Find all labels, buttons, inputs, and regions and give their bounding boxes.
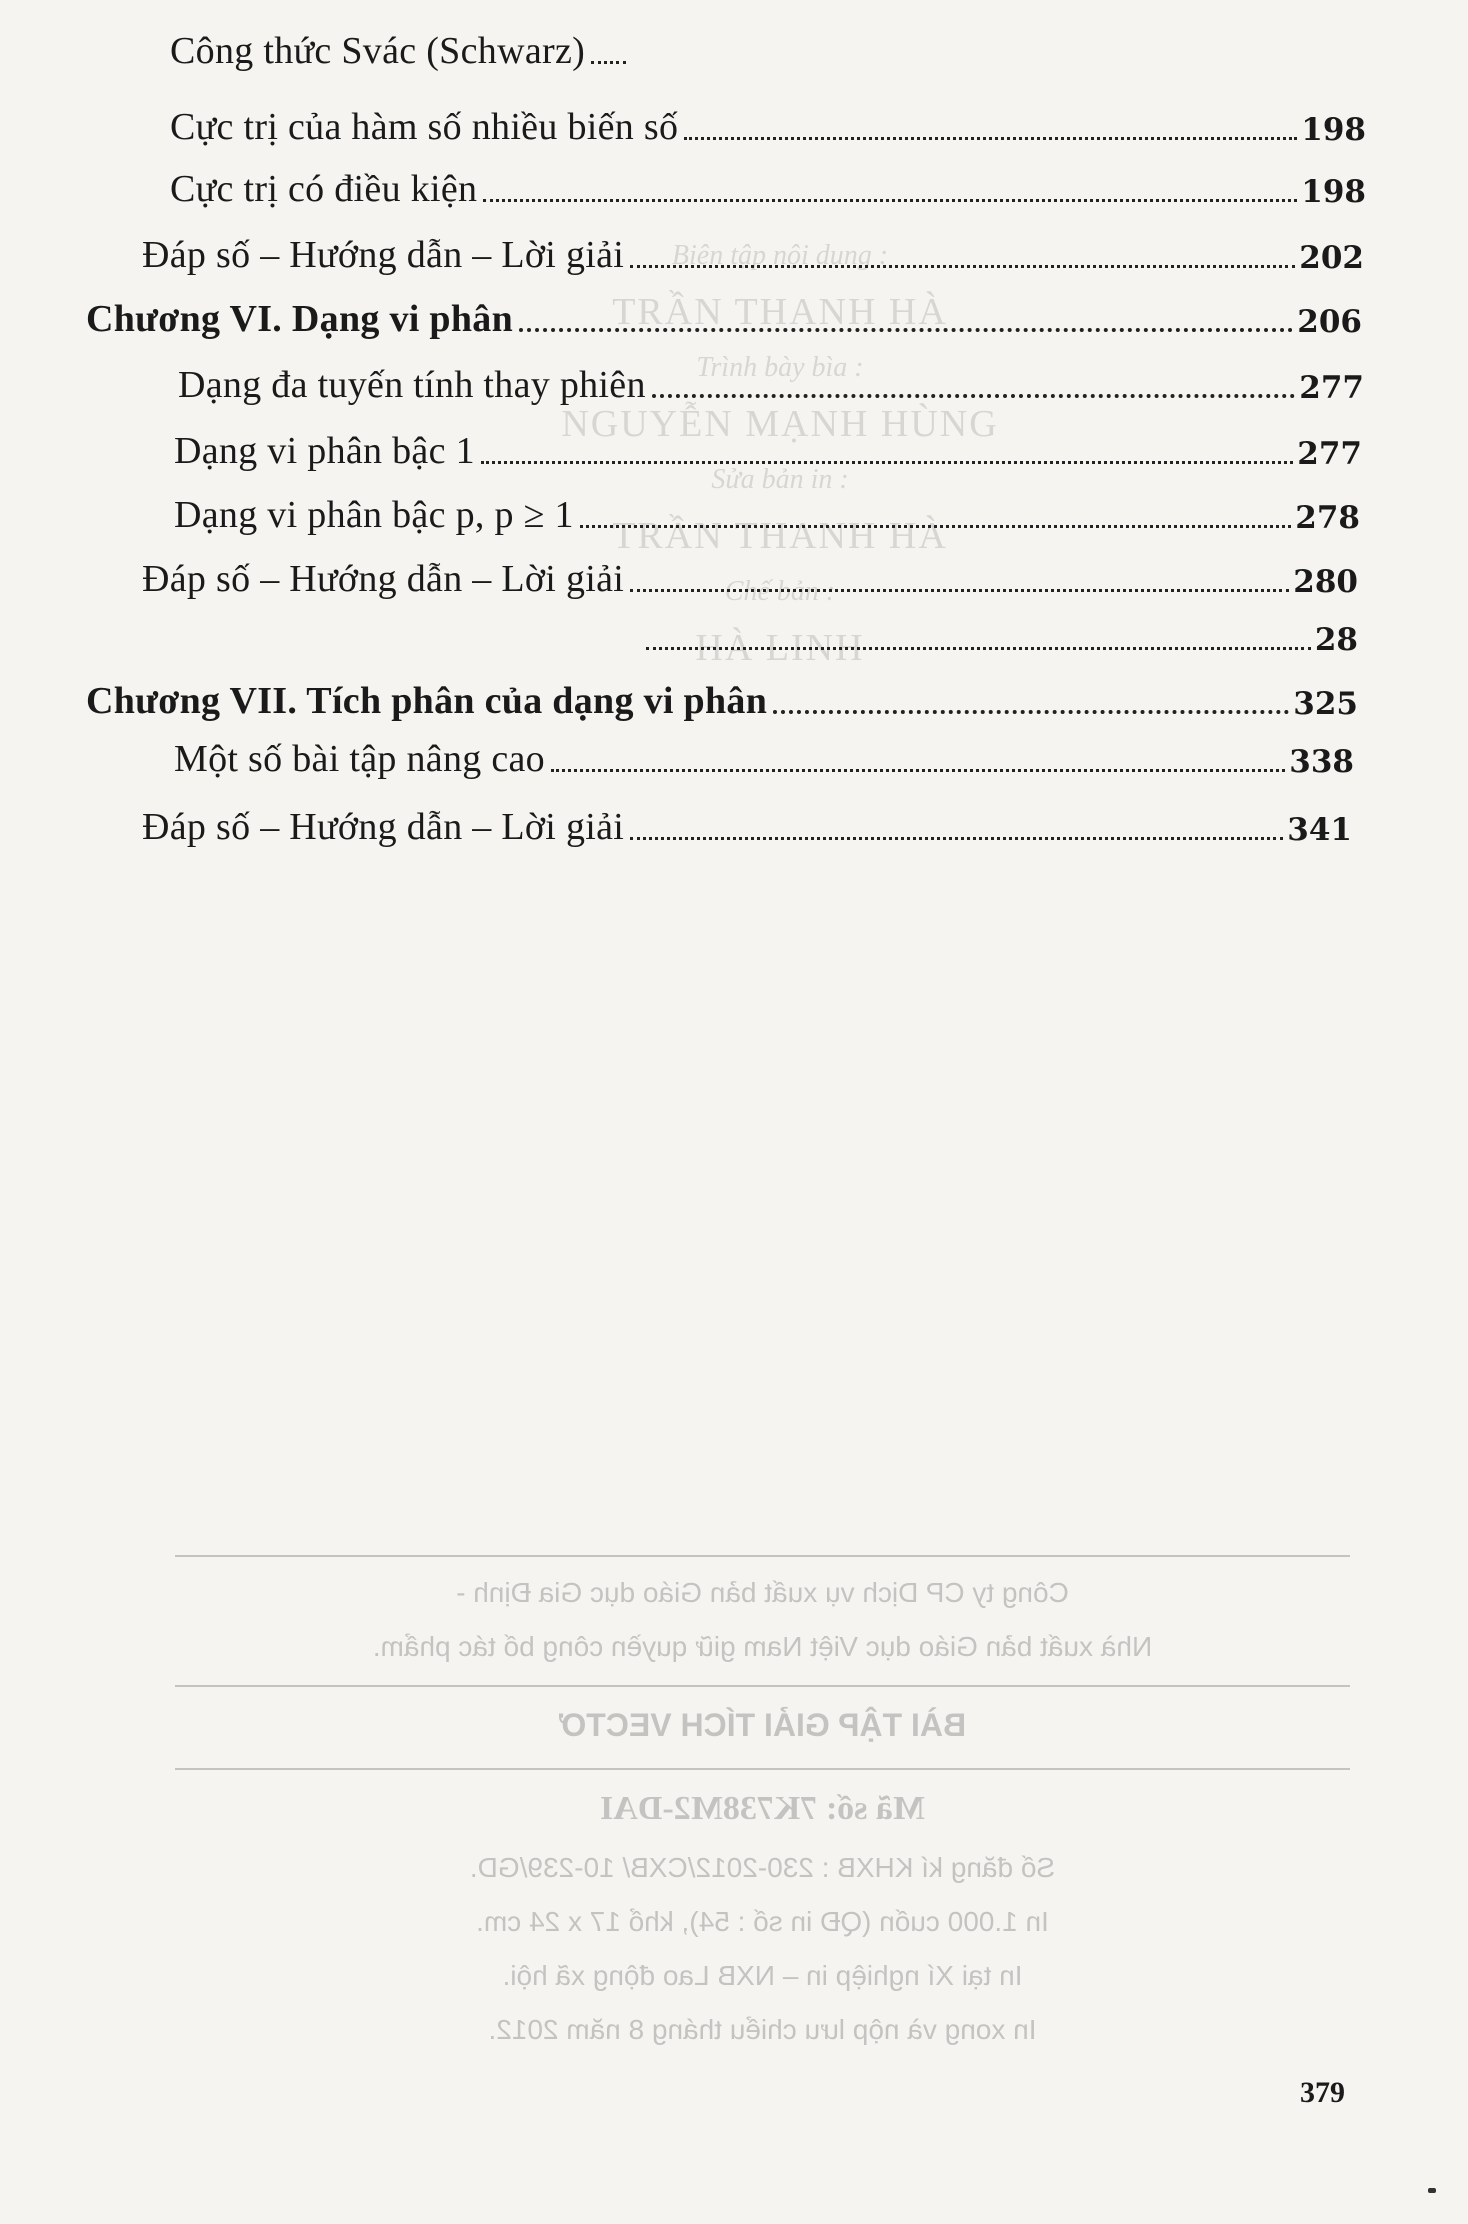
toc-entry-label: Công thức Svác (Schwarz) [170, 30, 586, 72]
toc-entry-page: 277 [1297, 436, 1362, 472]
toc-chapter [86, 290, 1362, 338]
toc-entry [170, 160, 1366, 208]
colophon-publisher-2: Nhà xuất bản Giáo dục Việt Nam giữ quyền công bố tác phẩm. [372, 1631, 1153, 1662]
toc-entry [178, 356, 1364, 404]
toc-entry-label: Dạng vi phân bậc 1 [174, 430, 475, 472]
credit-role: Sửa bản in : [711, 464, 849, 495]
colophon-code: Mã số: 7K738M2-DAI [600, 1790, 925, 1827]
toc-leader [519, 328, 1293, 332]
toc-entry [170, 98, 1366, 146]
colophon-book-title: BÀI TẬP GIẢI TÍCH VECTƠ [558, 1707, 967, 1743]
toc-entry-page: 341 [1287, 812, 1352, 848]
toc-entry-label: Dạng đa tuyến tính thay phiên [178, 364, 646, 406]
toc-leader [551, 769, 1285, 772]
toc-leader [591, 61, 626, 64]
toc-entry-page: 280 [1293, 564, 1358, 600]
credit-name: HÀ LINH [695, 627, 865, 669]
toc-entry [640, 608, 1358, 656]
toc-entry-label: Dạng vi phân bậc p, p ≥ 1 [174, 494, 574, 536]
toc-entry-label: Một số bài tập nâng cao [174, 738, 545, 780]
toc-leader [481, 461, 1293, 464]
toc-leader [580, 525, 1291, 528]
toc-leader [652, 394, 1296, 398]
toc-chapter [86, 672, 1358, 720]
toc-entry-label: Cực trị có điều kiện [170, 168, 478, 210]
toc-leader [483, 199, 1297, 202]
toc-entry-label: Cực trị của hàm số nhiều biến số [170, 106, 679, 148]
toc-leader [684, 137, 1297, 140]
colophon-registration: Số đăng kí KHXB : 230-2012/CXB/ 10-239/GD. [469, 1852, 1056, 1883]
toc-entry-page: 202 [1299, 240, 1364, 276]
colophon-rule [175, 1685, 1350, 1687]
toc-entry [174, 422, 1362, 470]
credit-name: TRẦN THANH HÀ [612, 515, 948, 557]
colophon-print-run: In 1.000 cuốn (QĐ in số : 54), khổ 17 x 24 cm. [476, 1906, 1049, 1937]
toc-chapter-label: Chương VII. Tích phân của dạng vi phân [86, 680, 768, 722]
colophon-finished: In xong và nộp lưu chiểu tháng 8 năm 2012. [488, 2014, 1037, 2045]
credit-role: Trình bày bìa : [696, 352, 864, 383]
credit-name: TRẦN THANH HÀ [612, 291, 948, 333]
toc-entry-label: Đáp số – Hướng dẫn – Lời giải [142, 558, 625, 600]
toc-entry-page: 277 [1299, 370, 1364, 406]
toc-entry-page: 198 [1301, 112, 1366, 148]
credit-role: Chế bản : [724, 576, 836, 607]
colophon-rule [175, 1555, 1350, 1557]
credit-name: NGUYỄN MẠNH HÙNG [561, 403, 999, 445]
colophon-printer: In tại Xí nghiệp in – NXB Lao động xã hội. [502, 1960, 1023, 1991]
toc-entry [174, 730, 1354, 778]
toc-entry [170, 22, 630, 70]
toc-entry [174, 486, 1360, 534]
show-through-colophon [175, 1555, 1350, 2068]
toc-leader [630, 589, 1289, 592]
page-number: 379 [1300, 2076, 1345, 2109]
toc-chapter-page: 206 [1297, 304, 1362, 340]
toc-entry [142, 798, 1352, 846]
toc-chapter-page: 325 [1293, 686, 1358, 722]
colophon-publisher-1: Công ty CP Dịch vụ xuất bản Giáo dục Gia Định - [456, 1577, 1069, 1608]
toc-entry-page: 28 [1314, 622, 1358, 658]
toc-leader [646, 647, 1311, 650]
toc-entry-page: 198 [1301, 174, 1366, 210]
credit-role: Biên tập nội dung : [671, 240, 889, 271]
toc-leader [630, 837, 1283, 840]
toc-entry-label: Đáp số – Hướng dẫn – Lời giải [142, 234, 625, 276]
toc-leader [630, 265, 1295, 268]
colophon-rule [175, 1768, 1350, 1770]
toc-leader [773, 710, 1289, 714]
toc-chapter-label: Chương VI. Dạng vi phân [86, 298, 514, 340]
scan-mark [1428, 2188, 1436, 2193]
toc-entry-label: Đáp số – Hướng dẫn – Lời giải [142, 806, 625, 848]
toc-entry [142, 226, 1364, 274]
toc-entry-page: 278 [1295, 500, 1360, 536]
toc-entry-page: 338 [1289, 744, 1354, 780]
toc-entry [142, 550, 1358, 598]
